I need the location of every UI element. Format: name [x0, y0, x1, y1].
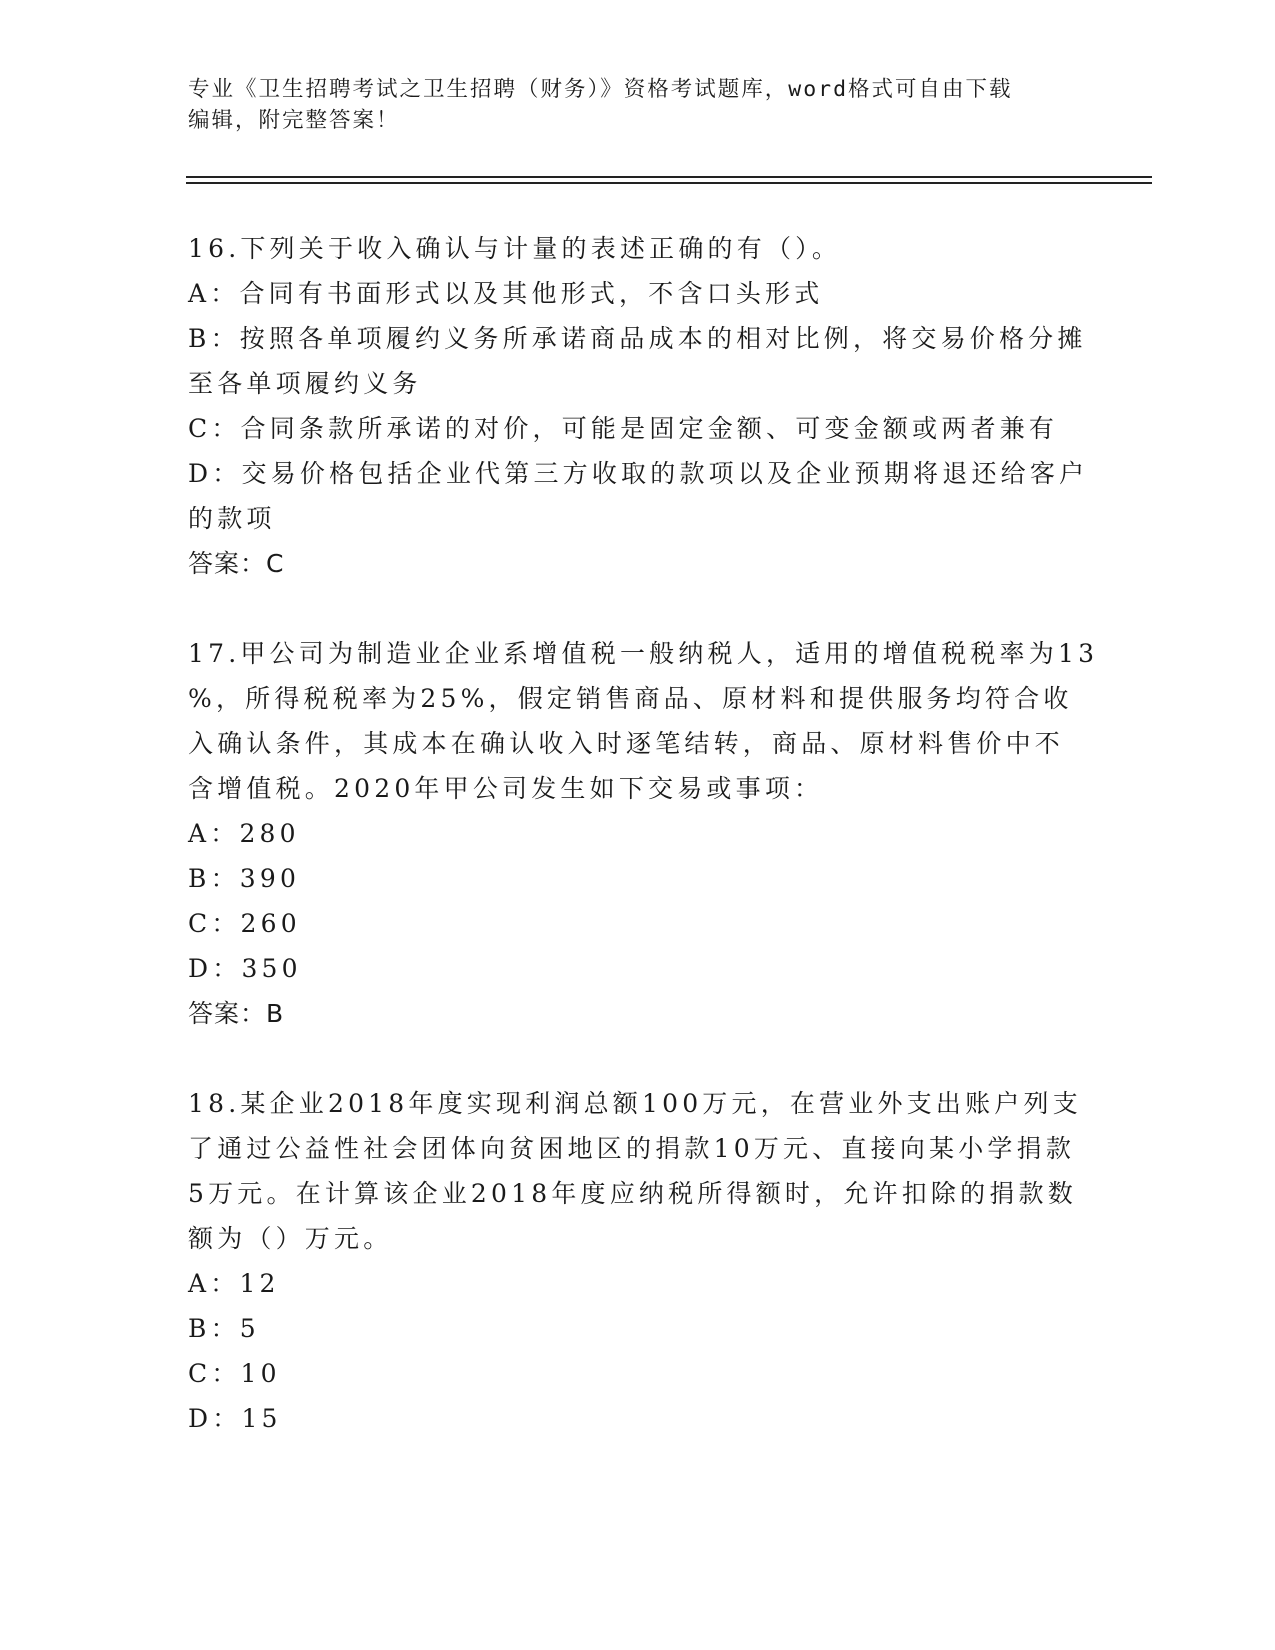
question-17-answer: 答案：B: [188, 999, 285, 1028]
header-divider-top: [186, 176, 1152, 178]
question-16-text: 16.下列关于收入确认与计量的表述正确的有（）。: [188, 234, 842, 263]
question-18-text-line-2: 了通过公益性社会团体向贫困地区的捐款10万元、直接向某小学捐款: [188, 1134, 1076, 1163]
header-divider-bottom: [186, 182, 1152, 184]
question-16-option-b-cont: 至各单项履约义务: [188, 369, 422, 398]
question-17-option-b: B：390: [188, 864, 301, 893]
question-17-text-line-3: 入确认条件，其成本在确认收入时逐笔结转，商品、原材料售价中不: [188, 729, 1065, 758]
question-17-text-line-2: %，所得税税率为25%，假定销售商品、原材料和提供服务均符合收: [188, 684, 1073, 713]
question-18-text-line-1: 18.某企业2018年度实现利润总额100万元，在营业外支出账户列支: [188, 1089, 1082, 1118]
question-16-option-c: C：合同条款所承诺的对价，可能是固定金额、可变金额或两者兼有: [188, 414, 1059, 443]
question-17-option-c: C：260: [188, 909, 301, 938]
question-16-option-d-cont: 的款项: [188, 504, 276, 533]
question-18-option-d: D：15: [188, 1404, 282, 1433]
question-16-option-d: D：交易价格包括企业代第三方收取的款项以及企业预期将退还给客户: [188, 459, 1089, 488]
question-18-option-a: A：12: [188, 1269, 280, 1298]
question-17-text-line-4: 含增值税。2020年甲公司发生如下交易或事项：: [188, 774, 824, 803]
question-16-option-a: A：合同有书面形式以及其他形式，不含口头形式: [188, 279, 824, 308]
question-17-text-line-1: 17.甲公司为制造业企业系增值税一般纳税人，适用的增值税税率为13: [188, 639, 1099, 668]
question-16-answer: 答案：C: [188, 549, 285, 578]
header-text-line-2: 编辑，附完整答案！: [188, 108, 400, 133]
question-18-text-line-4: 额为（）万元。: [188, 1224, 393, 1253]
question-16-option-b: B：按照各单项履约义务所承诺商品成本的相对比例，将交易价格分摊: [188, 324, 1087, 353]
header-text-line-1: 专业《卫生招聘考试之卫生招聘（财务）》资格考试题库，word格式可自由下载: [188, 77, 1013, 102]
question-17-option-a: A：280: [188, 819, 300, 848]
question-18-option-b: B：5: [188, 1314, 260, 1343]
question-18-text-line-3: 5万元。在计算该企业2018年度应纳税所得额时，允许扣除的捐款数: [188, 1179, 1077, 1208]
question-17-option-d: D：350: [188, 954, 302, 983]
document-header: [188, 74, 1088, 136]
question-18-option-c: C：10: [188, 1359, 281, 1388]
